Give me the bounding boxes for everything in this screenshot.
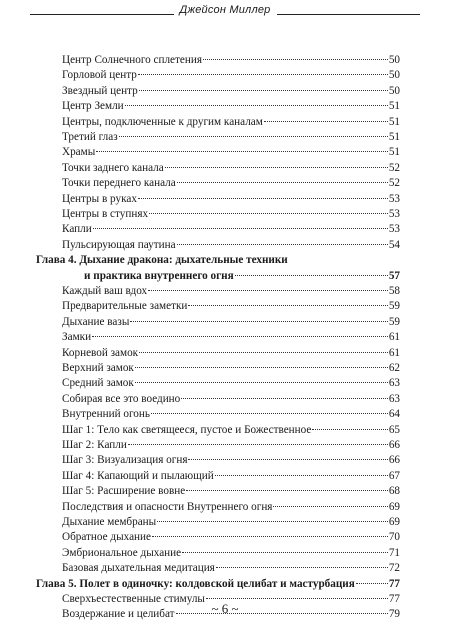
toc-title: Шаг 3: Визуализация огня — [62, 454, 188, 467]
toc-page-number: 67 — [388, 469, 400, 482]
toc-entry — [62, 346, 400, 361]
toc-entry — [62, 500, 400, 515]
toc-entry — [62, 192, 400, 207]
toc-page-number: 52 — [388, 177, 400, 190]
toc-title: Внутренний огонь — [62, 408, 150, 421]
toc-entry — [62, 130, 400, 145]
toc-page-number: 51 — [388, 146, 400, 159]
toc-entry — [62, 115, 400, 130]
toc-leader-dots — [181, 398, 388, 399]
toc-title: Точки переднего канала — [62, 177, 176, 190]
toc-title: Шаг 2: Капли — [62, 439, 127, 451]
toc-leader-dots — [139, 352, 388, 353]
toc-title: Верхний замок — [62, 362, 134, 374]
toc-leader-dots — [135, 382, 388, 383]
toc-page-number: 52 — [388, 161, 400, 174]
toc-page-number: 51 — [388, 131, 400, 143]
toc-title: Замки — [62, 331, 92, 344]
toc-entry — [62, 392, 400, 407]
toc-title: Центры в руках — [62, 192, 137, 205]
toc-entry — [62, 161, 400, 176]
toc-title: Шаг 5: Расширение вовне — [62, 485, 186, 498]
toc-leader-dots — [128, 444, 388, 445]
toc-leader-dots — [177, 244, 388, 245]
running-head-text: Джейсон Миллер — [174, 4, 277, 16]
toc-page-number: 59 — [388, 315, 400, 328]
toc-entry — [62, 284, 400, 299]
toc-title: Пульсирующая паутина — [62, 238, 176, 251]
toc-title: Сверхъестественные стимулы — [62, 593, 205, 605]
toc-entry — [62, 53, 400, 68]
toc-title: Храмы — [62, 146, 96, 159]
toc-entry — [62, 222, 400, 237]
toc-entry — [62, 84, 400, 99]
toc-entry — [62, 376, 400, 391]
toc-page-number: 64 — [388, 408, 400, 421]
toc-entry — [62, 546, 400, 561]
toc-title: Шаг 4: Капающий и пылающий — [62, 469, 214, 482]
toc-title: Собирая все это воедино — [62, 392, 181, 405]
toc-entry — [62, 423, 400, 438]
toc-leader-dots — [235, 275, 388, 276]
toc-leader-dots — [138, 74, 388, 75]
toc-title: Звездный центр — [62, 84, 138, 97]
toc-page-number: 59 — [388, 300, 400, 313]
toc-page-number: 53 — [388, 208, 400, 220]
toc-chapter-heading — [84, 269, 400, 284]
toc-title: Глава 5. Полет в одиночку: колдовской целибат и мастурбация — [36, 577, 355, 590]
toc-entry — [62, 315, 400, 330]
toc-leader-dots — [96, 151, 388, 152]
toc-page-number: 50 — [388, 54, 400, 66]
toc-title: Центры в ступнях — [62, 208, 149, 220]
toc-entry — [62, 515, 400, 530]
toc-entry — [62, 469, 400, 484]
toc-entry — [62, 438, 400, 453]
toc-leader-dots — [177, 182, 388, 183]
toc-title: Третий глаз — [62, 131, 118, 143]
toc-page-number: 58 — [388, 285, 400, 297]
toc-leader-dots — [148, 290, 388, 291]
toc-title: Дыхание вазы — [62, 315, 130, 328]
toc-page-number: 77 — [388, 593, 400, 605]
toc-title: Каждый ваш вдох — [62, 285, 148, 297]
toc-entry — [62, 238, 400, 253]
toc-leader-dots — [312, 429, 387, 430]
toc-title: Базовая дыхательная медитация — [62, 562, 215, 575]
toc-page-number: 53 — [388, 192, 400, 205]
toc-title: Шаг 1: Тело как светящееся, пустое и Божественное — [62, 423, 312, 436]
toc-leader-dots — [135, 367, 388, 368]
toc-leader-dots — [138, 198, 388, 199]
toc-leader-dots — [165, 167, 388, 168]
toc-page-number: 70 — [388, 531, 400, 544]
toc-leader-dots — [92, 336, 388, 337]
toc-leader-dots — [203, 59, 388, 60]
toc-page-number: 50 — [388, 69, 400, 82]
toc-entry — [62, 207, 400, 222]
toc-title: Центр Земли — [62, 100, 124, 113]
toc-page-number: 54 — [388, 238, 400, 251]
toc-title: Обратное дыхание — [62, 531, 151, 544]
toc-page-number: 79 — [388, 608, 400, 621]
toc-leader-dots — [356, 583, 388, 584]
toc-title: Эмбриональное дыхание — [62, 546, 182, 559]
toc-entry — [62, 176, 400, 191]
toc-page-number: 66 — [388, 439, 400, 451]
toc-title: Последствия и опасности Внутреннего огня — [62, 500, 273, 513]
toc-leader-dots — [188, 305, 387, 306]
toc-entry — [62, 99, 400, 114]
toc-page-number: 72 — [388, 562, 400, 575]
toc-page-number: 68 — [388, 485, 400, 498]
toc-entry — [62, 361, 400, 376]
toc-page-number: 61 — [388, 331, 400, 344]
toc-page-number: 77 — [388, 577, 400, 590]
toc-leader-dots — [182, 552, 388, 553]
toc-title: Воздержание и целибат — [62, 608, 175, 621]
toc-title: Центры, подключенные к другим каналам — [62, 115, 263, 128]
toc-page-number: 66 — [388, 454, 400, 467]
toc-page-number: 63 — [388, 377, 400, 390]
toc-leader-dots — [216, 567, 388, 568]
toc-leader-dots — [157, 521, 388, 522]
toc-entry — [62, 407, 400, 422]
toc-entry — [62, 561, 400, 576]
toc-page-number: 62 — [388, 362, 400, 374]
toc-entry — [62, 68, 400, 83]
toc-leader-dots — [186, 490, 388, 491]
toc-entry — [62, 330, 400, 345]
toc-title: Предварительные заметки — [62, 300, 188, 313]
toc-page-number: 69 — [388, 516, 400, 528]
toc-leader-dots — [152, 536, 388, 537]
toc-page-number: 71 — [388, 546, 400, 559]
toc-title: Центр Солнечного сплетения — [62, 54, 202, 66]
page-number: ~ 6 ~ — [211, 601, 239, 616]
toc-leader-dots — [215, 475, 388, 476]
toc-chapter-heading — [36, 253, 400, 268]
toc-leader-dots — [188, 459, 387, 460]
toc-title: Горловой центр — [62, 69, 137, 82]
toc-chapter-heading — [36, 577, 400, 592]
toc-leader-dots — [273, 506, 387, 507]
running-head — [0, 4, 450, 16]
toc-page-number: 65 — [388, 423, 400, 436]
toc-title: Капли — [62, 223, 92, 236]
toc-page-number: 51 — [388, 115, 400, 128]
toc-leader-dots — [119, 136, 388, 137]
toc-page-number: 51 — [388, 100, 400, 113]
toc-page-number: 69 — [388, 500, 400, 513]
toc-title: Дыхание мембраны — [62, 516, 157, 528]
toc-entry — [62, 145, 400, 160]
toc-leader-dots — [130, 321, 387, 322]
toc-title: Точки заднего канала — [62, 161, 164, 174]
toc-title: Корневой замок — [62, 346, 139, 359]
toc-leader-dots — [264, 121, 388, 122]
toc-page-number: 63 — [388, 392, 400, 405]
toc-entry — [62, 530, 400, 545]
toc-page-number: 57 — [388, 269, 400, 282]
toc-title: и практика внутреннего огня — [84, 269, 234, 282]
toc-leader-dots — [151, 413, 388, 414]
toc-page-number: 61 — [388, 346, 400, 359]
toc-title: Глава 4. Дыхание дракона: дыхательные техники — [36, 254, 288, 267]
toc-entry — [62, 484, 400, 499]
toc-entry — [62, 453, 400, 468]
toc-title: Средний замок — [62, 377, 134, 390]
toc-leader-dots — [125, 105, 388, 106]
toc-leader-dots — [206, 598, 388, 599]
toc-leader-dots — [149, 213, 388, 214]
toc-page-number: 53 — [388, 223, 400, 236]
toc-leader-dots — [139, 90, 388, 91]
toc-entry — [62, 299, 400, 314]
toc-page-number: 50 — [388, 84, 400, 97]
toc-leader-dots — [93, 228, 388, 229]
